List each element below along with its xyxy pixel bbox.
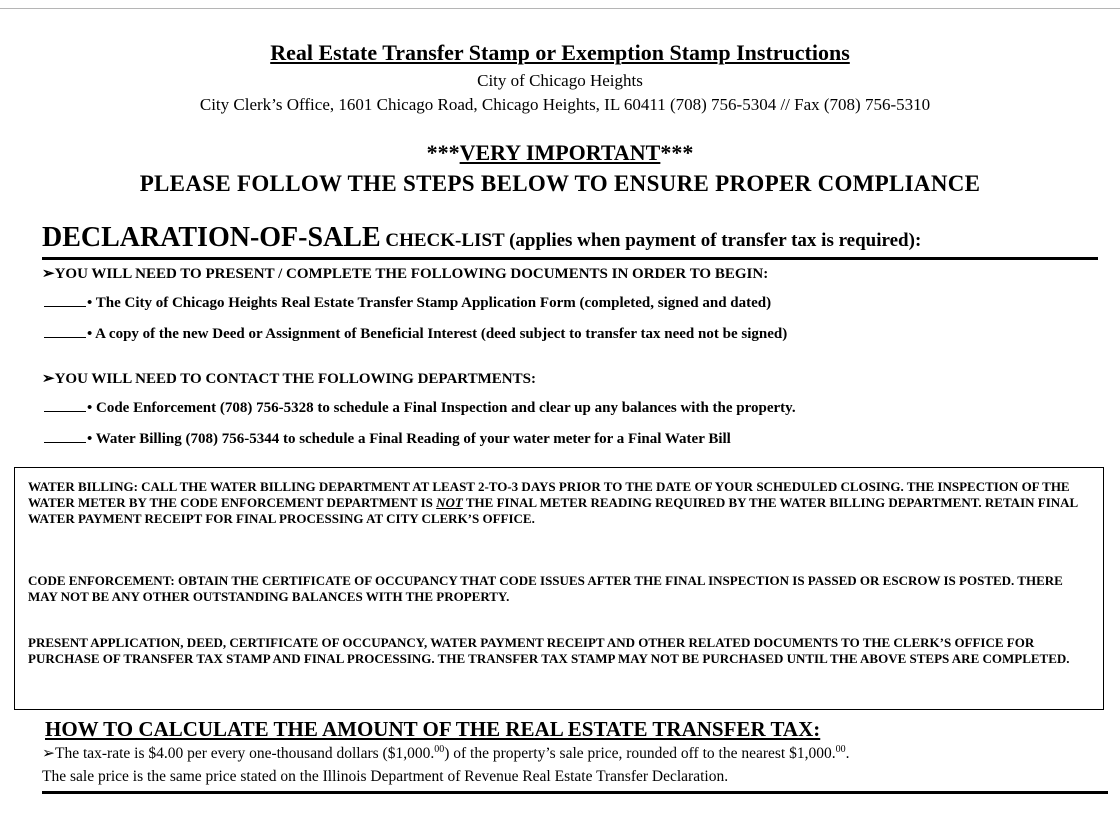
stars-left: *** xyxy=(426,140,460,165)
page-title: Real Estate Transfer Stamp or Exemption Stamp Instructions xyxy=(270,40,850,65)
checklist-item-text: • The City of Chicago Heights Real Estate Transfer Stamp Application Form (completed, signed and dated) xyxy=(87,295,772,311)
checklist-item xyxy=(44,325,787,343)
water-billing-notice: WATER BILLING: CALL THE WATER BILLING DEPARTMENT AT LEAST 2-TO-3 DAYS PRIOR TO THE DATE OF YOUR SCHEDULED CLOSING. THE INSPECTION OF THE WATER METER BY THE CODE ENFORCEMENT DEPARTMENT IS NOT THE FINAL METER READING REQUIRED BY THE WATER BILLING DEPARTMENT. RETAIN FINAL WATER PAYMENT RECEIPT FOR FINAL PROCESSING AT CITY CLERK’S OFFICE. xyxy=(28,479,1078,526)
top-border xyxy=(0,8,1120,9)
checklist-heading-sub: CHECK-LIST (applies when payment of transfer tax is required): xyxy=(380,230,922,251)
city-name: City of Chicago Heights xyxy=(477,71,643,90)
checklist-item-text: • Water Billing (708) 756-5344 to schedule a Final Reading of your water meter for a Final Water Bill xyxy=(87,431,731,447)
checkbox-blank xyxy=(44,294,86,307)
checklist-item xyxy=(44,294,771,312)
checklist-item-text: • A copy of the new Deed or Assignment of Beneficial Interest (deed subject to transfer tax need not be signed) xyxy=(87,326,788,342)
bottom-rule xyxy=(42,791,1108,794)
checkbox-blank xyxy=(44,399,86,412)
checkbox-blank xyxy=(44,430,86,443)
tax-rate-text: ➢The tax-rate is $4.00 per every one-thousand dollars ($1,000.00) of the property’s sale price, rounded off to the nearest $1,000.00. xyxy=(42,744,850,763)
code-enforcement-notice: CODE ENFORCEMENT: OBTAIN THE CERTIFICATE OF OCCUPANCY THAT CODE ISSUES AFTER THE FINAL INSPECTION IS PASSED OR ESCROW IS POSTED. THERE MAY NOT BE ANY OTHER OUTSTANDING BALANCES WITH THE PROPERTY. xyxy=(28,573,1063,604)
compliance-heading: PLEASE FOLLOW THE STEPS BELOW TO ENSURE PROPER COMPLIANCE xyxy=(139,171,981,196)
departments-heading: ➢YOU WILL NEED TO CONTACT THE FOLLOWING DEPARTMENTS: xyxy=(42,371,536,387)
checklist-heading xyxy=(42,222,921,254)
calculation-heading: HOW TO CALCULATE THE AMOUNT OF THE REAL ESTATE TRANSFER TAX: xyxy=(45,717,821,741)
very-important-label: VERY IMPORTANT xyxy=(459,140,661,165)
checklist-rule xyxy=(42,257,1098,260)
clerk-address: City Clerk’s Office, 1601 Chicago Road, Chicago Heights, IL 60411 (708) 756-5304 // Fax (708) 756-5310 xyxy=(199,95,931,114)
present-documents-notice: PRESENT APPLICATION, DEED, CERTIFICATE OF OCCUPANCY, WATER PAYMENT RECEIPT AND OTHER RELATED DOCUMENTS TO THE CLERK’S OFFICE FOR PURCHASE OF TRANSFER TAX STAMP AND FINAL PROCESSING. THE TRANSFER TAX STAMP MAY NOT BE PURCHASED UNTIL THE ABOVE STEPS ARE COMPLETED. xyxy=(28,635,1070,666)
documents-heading: ➢YOU WILL NEED TO PRESENT / COMPLETE THE FOLLOWING DOCUMENTS IN ORDER TO BEGIN: xyxy=(42,266,769,282)
very-important-banner xyxy=(0,140,1120,166)
checklist-item xyxy=(44,399,796,417)
sale-price-text: The sale price is the same price stated on the Illinois Department of Revenue Real Estate Transfer Declaration. xyxy=(42,768,729,785)
checklist-item-text: • Code Enforcement (708) 756-5328 to schedule a Final Inspection and clear up any balances with the property. xyxy=(87,400,796,416)
checkbox-blank xyxy=(44,325,86,338)
stars-right: *** xyxy=(660,140,694,165)
not-emphasis: NOT xyxy=(436,495,463,510)
checklist-heading-main: DECLARATION-OF-SALE xyxy=(42,222,381,253)
checklist-item xyxy=(44,430,731,448)
